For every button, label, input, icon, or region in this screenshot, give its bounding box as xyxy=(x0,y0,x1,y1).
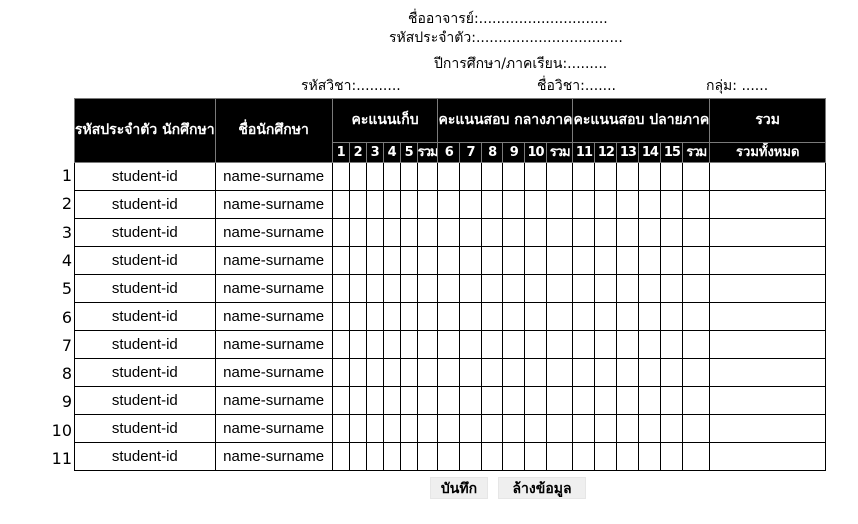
score-cell[interactable] xyxy=(546,219,573,247)
table-row xyxy=(75,443,826,471)
student-name-cell: name-surname xyxy=(215,303,332,331)
score-cell[interactable] xyxy=(573,219,595,247)
header-collected-score: คะแนนเก็บ xyxy=(332,99,438,143)
grand-total-cell[interactable] xyxy=(710,359,826,387)
student-id-cell: student-id xyxy=(75,303,216,331)
score-cell[interactable] xyxy=(546,163,573,191)
score-cell[interactable] xyxy=(639,191,661,219)
score-cell[interactable] xyxy=(400,275,417,303)
score-cell[interactable] xyxy=(400,219,417,247)
score-cell[interactable] xyxy=(525,415,547,443)
score-cell[interactable] xyxy=(383,359,400,387)
grand-total-cell[interactable] xyxy=(710,247,826,275)
score-cell[interactable] xyxy=(481,331,503,359)
group-label: กลุ่ม: ...... xyxy=(706,78,769,94)
score-cell[interactable] xyxy=(417,275,438,303)
score-cell[interactable] xyxy=(617,359,639,387)
row-number: 11 xyxy=(51,449,72,468)
score-cell[interactable] xyxy=(503,247,525,275)
student-name-cell: name-surname xyxy=(215,275,332,303)
row-number: 8 xyxy=(61,364,72,384)
score-cell[interactable] xyxy=(481,359,503,387)
student-name-cell: name-surname xyxy=(215,359,332,387)
score-cell[interactable] xyxy=(573,303,595,331)
row-number: 1 xyxy=(61,166,72,185)
score-cell[interactable] xyxy=(438,191,460,219)
score-cell[interactable] xyxy=(460,303,482,331)
subheader-sum-collected: รวม xyxy=(417,143,438,163)
student-name-cell: name-surname xyxy=(215,331,332,359)
score-cell[interactable] xyxy=(349,415,366,443)
score-cell[interactable] xyxy=(595,443,617,471)
table-header xyxy=(75,99,826,163)
teacher-name-label: ชื่ออาจารย์:............................. xyxy=(408,11,608,27)
score-cell[interactable] xyxy=(332,387,349,415)
score-cell[interactable] xyxy=(417,359,438,387)
row-number: 4 xyxy=(61,250,72,270)
score-cell[interactable] xyxy=(525,219,547,247)
score-cell[interactable] xyxy=(503,387,525,415)
score-cell[interactable] xyxy=(617,247,639,275)
subheader-4: 4 xyxy=(383,143,400,163)
score-cell[interactable] xyxy=(639,387,661,415)
student-id-label: รหัสประจำตัว:................................. xyxy=(389,30,623,46)
score-cell[interactable] xyxy=(639,247,661,275)
score-cell[interactable] xyxy=(503,331,525,359)
header-midterm-score: คะแนนสอบ กลางภาค xyxy=(438,99,573,143)
score-cell[interactable] xyxy=(400,191,417,219)
score-cell[interactable] xyxy=(683,219,710,247)
score-cell[interactable] xyxy=(639,219,661,247)
row-number: 3 xyxy=(61,222,72,242)
score-cell[interactable] xyxy=(438,303,460,331)
grand-total-cell[interactable] xyxy=(710,191,826,219)
score-cell[interactable] xyxy=(366,303,383,331)
grand-total-cell[interactable] xyxy=(710,387,826,415)
student-name-cell: name-surname xyxy=(215,443,332,471)
score-cell[interactable] xyxy=(481,443,503,471)
score-cell[interactable] xyxy=(417,219,438,247)
score-cell[interactable] xyxy=(503,219,525,247)
score-cell[interactable] xyxy=(573,359,595,387)
table-row xyxy=(75,247,826,275)
score-cell[interactable] xyxy=(366,191,383,219)
table-row xyxy=(75,219,826,247)
subheader-2: 2 xyxy=(349,143,366,163)
score-cell[interactable] xyxy=(417,415,438,443)
score-cell[interactable] xyxy=(595,163,617,191)
subheader-3: 3 xyxy=(366,143,383,163)
score-cell[interactable] xyxy=(417,331,438,359)
header-final-score: คะแนนสอบ ปลายภาค xyxy=(573,99,710,143)
score-cell[interactable] xyxy=(349,303,366,331)
score-table xyxy=(74,98,826,471)
subheader-11: 11 xyxy=(573,143,595,163)
score-cell[interactable] xyxy=(503,163,525,191)
score-cell[interactable] xyxy=(349,387,366,415)
score-cell[interactable] xyxy=(546,303,573,331)
row-number: 7 xyxy=(61,335,72,355)
score-cell[interactable] xyxy=(573,443,595,471)
score-cell[interactable] xyxy=(503,359,525,387)
score-cell[interactable] xyxy=(417,443,438,471)
score-cell[interactable] xyxy=(349,359,366,387)
score-cell[interactable] xyxy=(349,163,366,191)
course-code-label: รหัสวิชา:.......... xyxy=(301,78,401,94)
table-row xyxy=(75,387,826,415)
score-cell[interactable] xyxy=(617,275,639,303)
score-cell[interactable] xyxy=(595,219,617,247)
subheader-13: 13 xyxy=(617,143,639,163)
score-cell[interactable] xyxy=(683,331,710,359)
grand-total-cell[interactable] xyxy=(710,163,826,191)
score-cell[interactable] xyxy=(400,247,417,275)
score-cell[interactable] xyxy=(481,247,503,275)
score-cell[interactable] xyxy=(573,163,595,191)
score-cell[interactable] xyxy=(617,415,639,443)
score-cell[interactable] xyxy=(639,443,661,471)
score-cell[interactable] xyxy=(438,415,460,443)
header-total: รวม xyxy=(710,99,826,143)
score-cell[interactable] xyxy=(595,303,617,331)
score-cell[interactable] xyxy=(438,443,460,471)
score-cell[interactable] xyxy=(460,275,482,303)
subheader-15: 15 xyxy=(661,143,683,163)
score-cell[interactable] xyxy=(481,387,503,415)
score-cell[interactable] xyxy=(332,331,349,359)
grand-total-cell[interactable] xyxy=(710,303,826,331)
score-cell[interactable] xyxy=(460,443,482,471)
score-cell[interactable] xyxy=(617,191,639,219)
score-cell[interactable] xyxy=(617,303,639,331)
score-cell[interactable] xyxy=(661,191,683,219)
student-id-cell: student-id xyxy=(75,443,216,471)
score-cell[interactable] xyxy=(595,331,617,359)
score-cell[interactable] xyxy=(481,219,503,247)
score-cell[interactable] xyxy=(525,443,547,471)
score-cell[interactable] xyxy=(417,247,438,275)
score-cell[interactable] xyxy=(617,163,639,191)
grand-total-cell[interactable] xyxy=(710,219,826,247)
score-cell[interactable] xyxy=(661,443,683,471)
score-cell[interactable] xyxy=(438,247,460,275)
student-id-cell: student-id xyxy=(75,387,216,415)
score-cell[interactable] xyxy=(383,275,400,303)
score-cell[interactable] xyxy=(639,303,661,331)
score-cell[interactable] xyxy=(525,191,547,219)
score-cell[interactable] xyxy=(683,275,710,303)
score-cell[interactable] xyxy=(546,191,573,219)
score-cell[interactable] xyxy=(503,275,525,303)
academic-year-term-label: ปีการศึกษา/ภาคเรียน:......... xyxy=(434,56,608,72)
score-cell[interactable] xyxy=(417,163,438,191)
student-name-cell: name-surname xyxy=(215,247,332,275)
row-number: 9 xyxy=(61,392,72,412)
student-name-cell: name-surname xyxy=(215,415,332,443)
student-id-cell: student-id xyxy=(75,219,216,247)
score-cell[interactable] xyxy=(617,387,639,415)
score-cell[interactable] xyxy=(366,443,383,471)
score-cell[interactable] xyxy=(595,415,617,443)
score-cell[interactable] xyxy=(661,247,683,275)
score-cell[interactable] xyxy=(683,415,710,443)
score-cell[interactable] xyxy=(481,191,503,219)
score-cell[interactable] xyxy=(661,359,683,387)
score-cell[interactable] xyxy=(460,331,482,359)
score-cell[interactable] xyxy=(460,191,482,219)
score-cell[interactable] xyxy=(503,191,525,219)
score-cell[interactable] xyxy=(661,415,683,443)
table-row xyxy=(75,331,826,359)
subheader-8: 8 xyxy=(481,143,503,163)
score-cell[interactable] xyxy=(481,163,503,191)
student-name-cell: name-surname xyxy=(215,387,332,415)
score-cell[interactable] xyxy=(400,331,417,359)
student-id-cell: student-id xyxy=(75,247,216,275)
clear-data-button[interactable]: ล้างข้อมูล xyxy=(498,477,586,499)
score-cell[interactable] xyxy=(332,219,349,247)
student-name-cell: name-surname xyxy=(215,191,332,219)
score-cell[interactable] xyxy=(683,387,710,415)
score-cell[interactable] xyxy=(460,163,482,191)
grand-total-cell[interactable] xyxy=(710,415,826,443)
score-cell[interactable] xyxy=(400,359,417,387)
score-cell[interactable] xyxy=(366,247,383,275)
score-cell[interactable] xyxy=(661,163,683,191)
score-cell[interactable] xyxy=(683,443,710,471)
score-cell[interactable] xyxy=(525,303,547,331)
score-cell[interactable] xyxy=(573,275,595,303)
score-cell[interactable] xyxy=(525,163,547,191)
grand-total-cell[interactable] xyxy=(710,331,826,359)
score-cell[interactable] xyxy=(639,331,661,359)
score-cell[interactable] xyxy=(546,387,573,415)
table-row xyxy=(75,359,826,387)
score-cell[interactable] xyxy=(332,443,349,471)
score-cell[interactable] xyxy=(349,275,366,303)
score-cell[interactable] xyxy=(383,191,400,219)
score-cell[interactable] xyxy=(525,247,547,275)
score-cell[interactable] xyxy=(595,191,617,219)
score-cell[interactable] xyxy=(546,247,573,275)
score-cell[interactable] xyxy=(639,275,661,303)
table-row xyxy=(75,163,826,191)
score-cell[interactable] xyxy=(617,331,639,359)
table-row xyxy=(75,275,826,303)
subheader-5: 5 xyxy=(400,143,417,163)
score-cell[interactable] xyxy=(400,163,417,191)
subheader-7: 7 xyxy=(460,143,482,163)
score-cell[interactable] xyxy=(460,359,482,387)
grand-total-cell[interactable] xyxy=(710,275,826,303)
score-cell[interactable] xyxy=(546,415,573,443)
score-cell[interactable] xyxy=(349,247,366,275)
score-cell[interactable] xyxy=(366,387,383,415)
score-cell[interactable] xyxy=(573,191,595,219)
score-cell[interactable] xyxy=(383,219,400,247)
student-id-cell: student-id xyxy=(75,275,216,303)
score-cell[interactable] xyxy=(595,247,617,275)
score-cell[interactable] xyxy=(438,275,460,303)
score-cell[interactable] xyxy=(546,443,573,471)
score-cell[interactable] xyxy=(546,275,573,303)
score-cell[interactable] xyxy=(595,387,617,415)
row-number: 2 xyxy=(61,194,72,214)
score-cell[interactable] xyxy=(525,359,547,387)
score-cell[interactable] xyxy=(438,387,460,415)
score-cell[interactable] xyxy=(617,443,639,471)
subheader-9: 9 xyxy=(503,143,525,163)
score-cell[interactable] xyxy=(400,303,417,331)
table-row xyxy=(75,415,826,443)
score-cell[interactable] xyxy=(349,191,366,219)
row-number: 10 xyxy=(51,420,72,440)
score-cell[interactable] xyxy=(400,387,417,415)
score-cell[interactable] xyxy=(639,163,661,191)
score-cell[interactable] xyxy=(438,219,460,247)
table-body xyxy=(75,163,826,471)
subheader-sum-midterm: รวม xyxy=(546,143,573,163)
score-cell[interactable] xyxy=(366,163,383,191)
score-cell[interactable] xyxy=(438,163,460,191)
score-cell[interactable] xyxy=(460,247,482,275)
score-cell[interactable] xyxy=(332,275,349,303)
score-cell[interactable] xyxy=(639,359,661,387)
score-cell[interactable] xyxy=(546,359,573,387)
student-id-cell: student-id xyxy=(75,415,216,443)
score-cell[interactable] xyxy=(332,247,349,275)
score-cell[interactable] xyxy=(481,303,503,331)
row-number: 5 xyxy=(61,279,72,299)
score-cell[interactable] xyxy=(383,331,400,359)
score-cell[interactable] xyxy=(503,303,525,331)
score-cell[interactable] xyxy=(503,415,525,443)
score-cell[interactable] xyxy=(349,331,366,359)
student-id-cell: student-id xyxy=(75,163,216,191)
subheader-14: 14 xyxy=(639,143,661,163)
score-cell[interactable] xyxy=(573,387,595,415)
score-cell[interactable] xyxy=(683,359,710,387)
score-cell[interactable] xyxy=(383,387,400,415)
score-cell[interactable] xyxy=(481,415,503,443)
subheader-grand-total: รวมทั้งหมด xyxy=(710,143,826,163)
score-cell[interactable] xyxy=(595,359,617,387)
score-cell[interactable] xyxy=(400,415,417,443)
score-cell[interactable] xyxy=(332,191,349,219)
save-button[interactable]: บันทึก xyxy=(430,477,488,499)
row-number: 6 xyxy=(61,307,72,327)
course-name-label: ชื่อวิชา:....... xyxy=(537,78,617,94)
score-cell[interactable] xyxy=(460,219,482,247)
score-cell[interactable] xyxy=(366,415,383,443)
score-cell[interactable] xyxy=(383,415,400,443)
subheader-1: 1 xyxy=(332,143,349,163)
score-cell[interactable] xyxy=(349,443,366,471)
score-cell[interactable] xyxy=(525,387,547,415)
score-cell[interactable] xyxy=(366,359,383,387)
score-cell[interactable] xyxy=(366,219,383,247)
header-student-id: รหัสประจำตัว นักศึกษา xyxy=(75,99,216,163)
score-cell[interactable] xyxy=(481,275,503,303)
score-cell[interactable] xyxy=(617,219,639,247)
student-id-cell: student-id xyxy=(75,191,216,219)
student-id-cell: student-id xyxy=(75,331,216,359)
score-cell[interactable] xyxy=(595,275,617,303)
score-cell[interactable] xyxy=(383,303,400,331)
score-cell[interactable] xyxy=(332,163,349,191)
score-cell[interactable] xyxy=(400,443,417,471)
score-cell[interactable] xyxy=(661,331,683,359)
score-cell[interactable] xyxy=(417,303,438,331)
score-cell[interactable] xyxy=(683,247,710,275)
score-cell[interactable] xyxy=(683,191,710,219)
student-name-cell: name-surname xyxy=(215,219,332,247)
score-cell[interactable] xyxy=(332,415,349,443)
score-cell[interactable] xyxy=(438,331,460,359)
score-cell[interactable] xyxy=(661,303,683,331)
table-row xyxy=(75,191,826,219)
student-id-cell: student-id xyxy=(75,359,216,387)
score-cell[interactable] xyxy=(573,331,595,359)
score-cell[interactable] xyxy=(525,331,547,359)
subheader-12: 12 xyxy=(595,143,617,163)
subheader-6: 6 xyxy=(438,143,460,163)
score-cell[interactable] xyxy=(349,219,366,247)
score-cell[interactable] xyxy=(332,303,349,331)
score-cell[interactable] xyxy=(417,387,438,415)
score-cell[interactable] xyxy=(683,163,710,191)
header-student-name: ชื่อนักศึกษา xyxy=(215,99,332,163)
score-cell[interactable] xyxy=(383,247,400,275)
student-name-cell: name-surname xyxy=(215,163,332,191)
score-cell[interactable] xyxy=(383,163,400,191)
score-cell[interactable] xyxy=(383,443,400,471)
score-cell[interactable] xyxy=(661,219,683,247)
score-cell[interactable] xyxy=(503,443,525,471)
table-row xyxy=(75,303,826,331)
score-cell[interactable] xyxy=(683,303,710,331)
subheader-10: 10 xyxy=(525,143,547,163)
score-cell[interactable] xyxy=(546,331,573,359)
subheader-sum-final: รวม xyxy=(683,143,710,163)
score-cell[interactable] xyxy=(573,247,595,275)
score-cell[interactable] xyxy=(639,415,661,443)
score-cell[interactable] xyxy=(460,387,482,415)
score-cell[interactable] xyxy=(661,387,683,415)
grand-total-cell[interactable] xyxy=(710,443,826,471)
score-cell[interactable] xyxy=(525,275,547,303)
score-cell[interactable] xyxy=(366,331,383,359)
score-cell[interactable] xyxy=(438,359,460,387)
score-cell[interactable] xyxy=(661,275,683,303)
score-cell[interactable] xyxy=(332,359,349,387)
score-cell[interactable] xyxy=(366,275,383,303)
score-cell[interactable] xyxy=(460,415,482,443)
score-cell[interactable] xyxy=(417,191,438,219)
score-cell[interactable] xyxy=(573,415,595,443)
